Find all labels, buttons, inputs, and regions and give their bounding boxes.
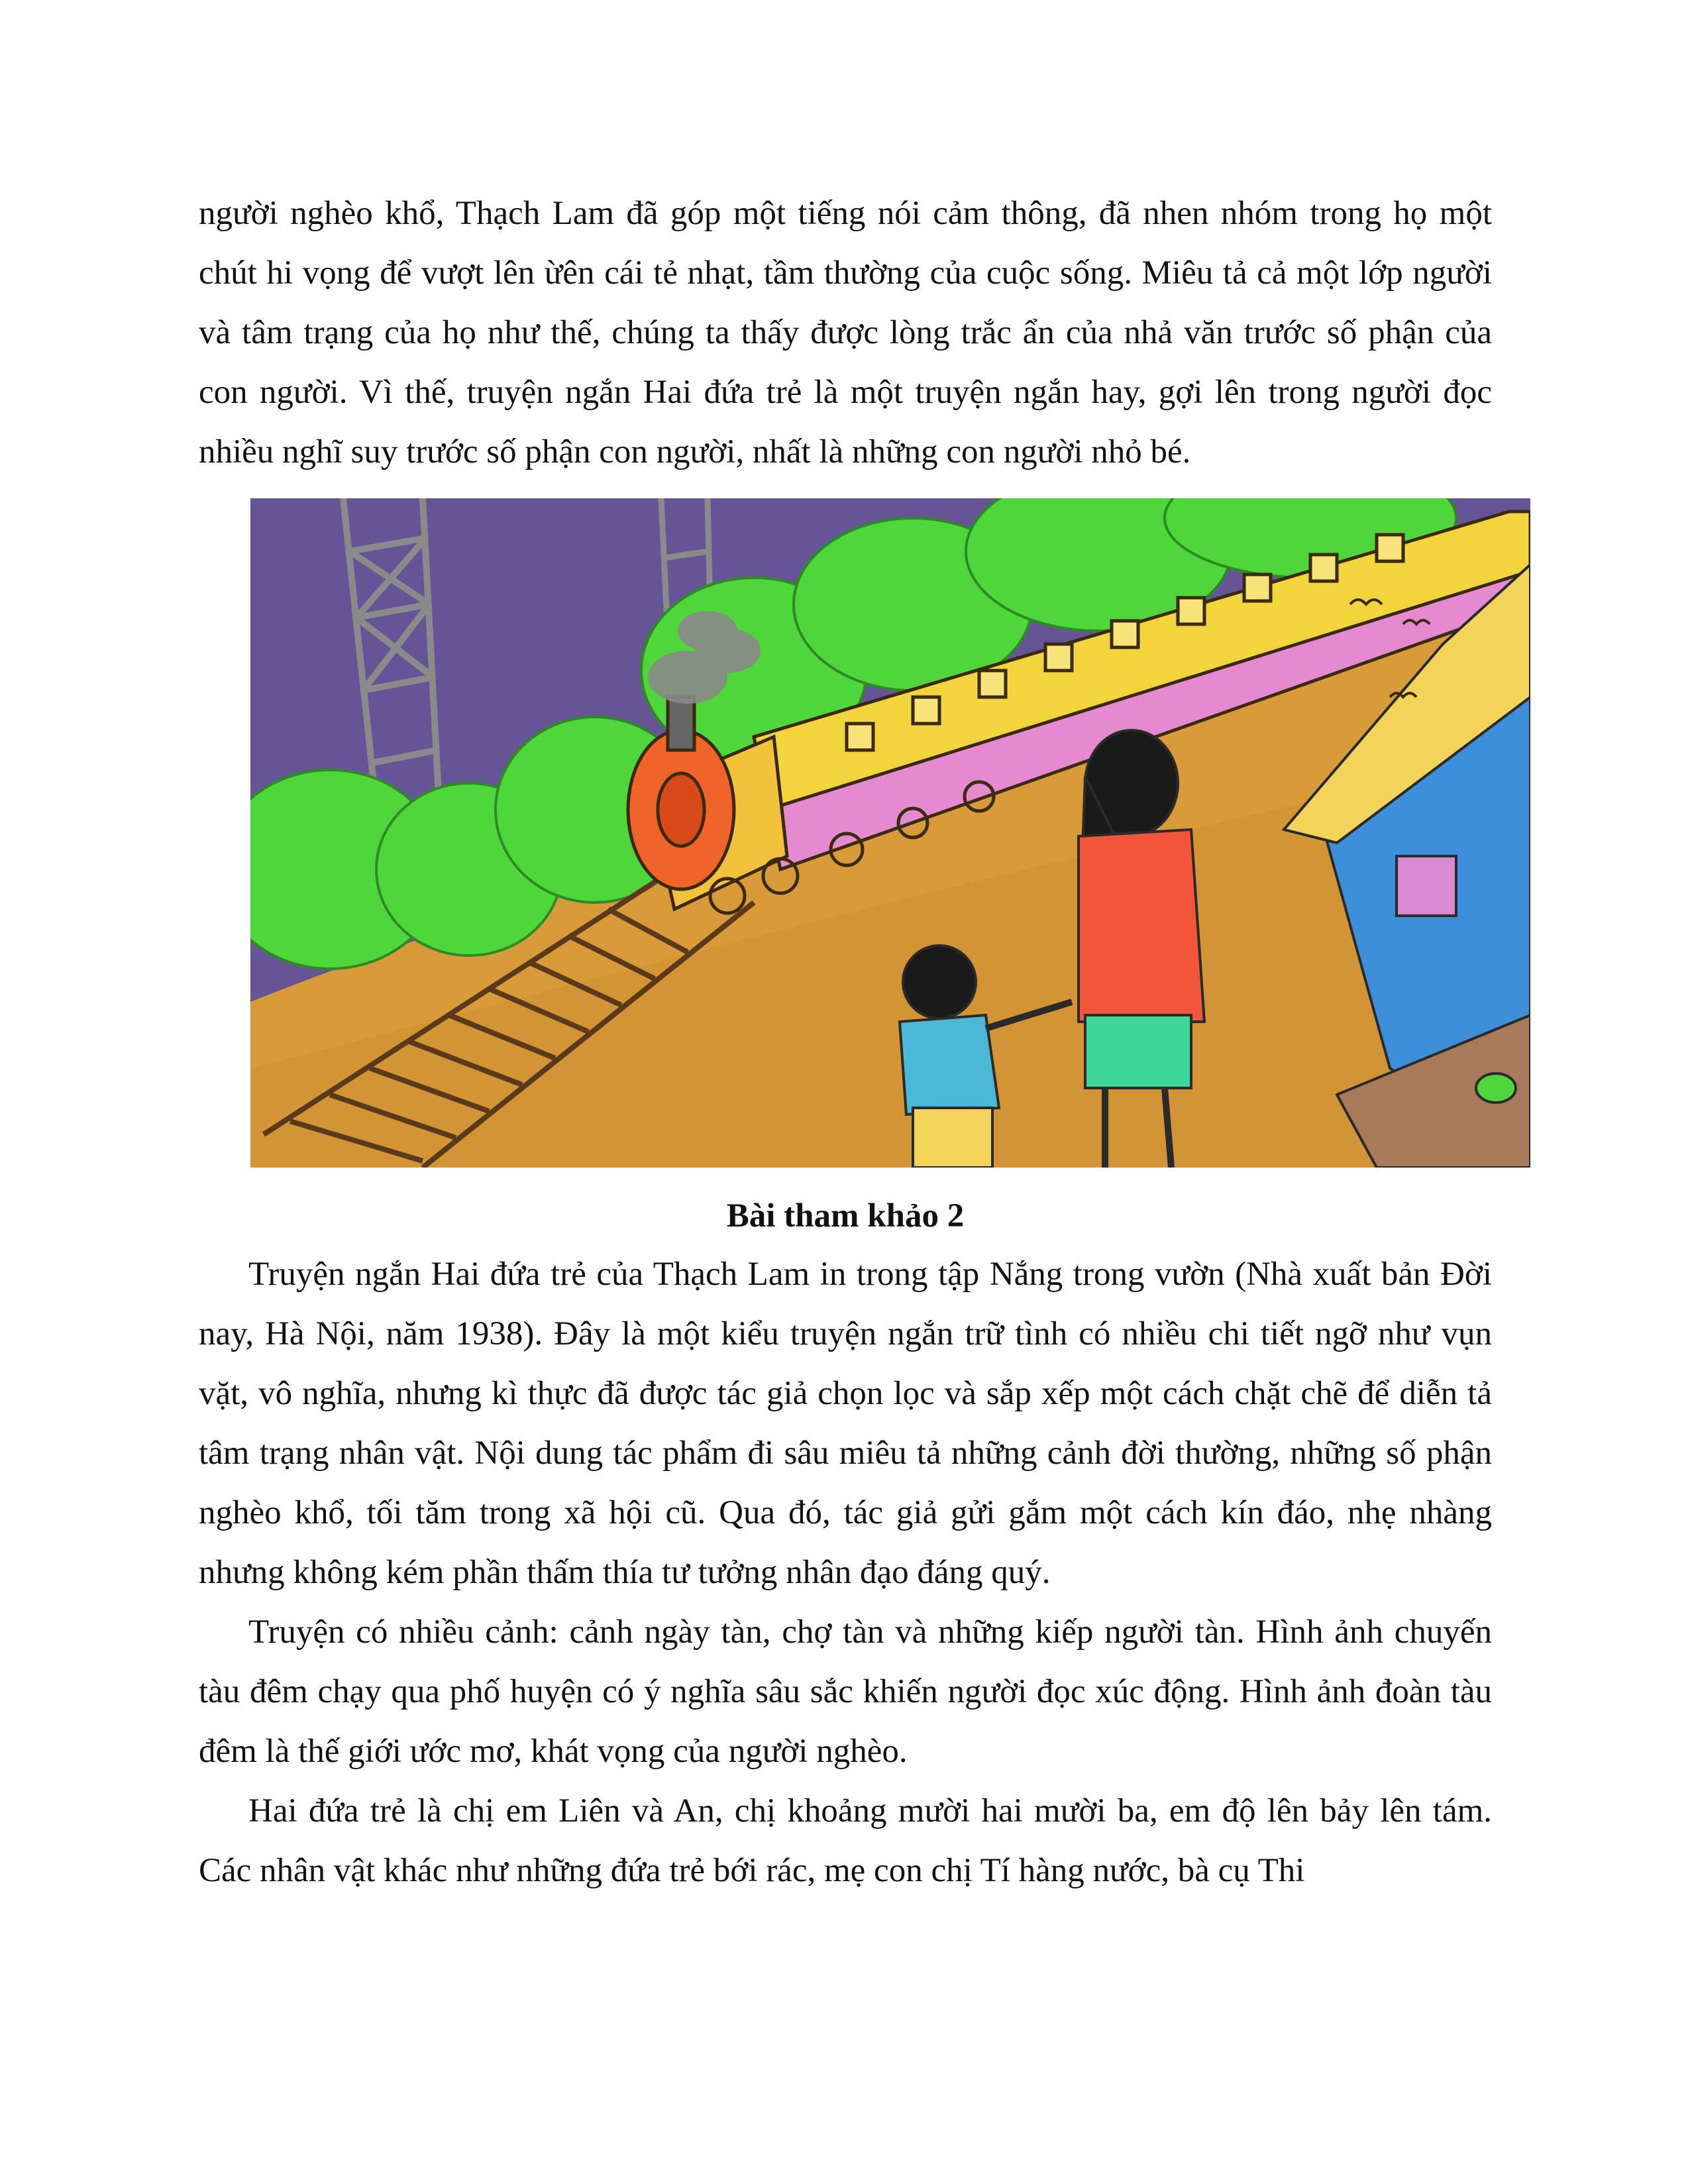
paragraph: Truyện có nhiều cảnh: cảnh ngày tàn, chợ tàn và những kiếp người tàn. Hình ảnh chuyến tàu đêm chạy qua phố huyện có ý nghĩa sâu sắc khiến người đọc xúc động. Hình ảnh đoàn tàu đêm là thế giới ước mơ, khát vọng của người nghèo. bbox=[199, 1613, 1492, 1770]
top-paragraph-block bbox=[199, 184, 1492, 482]
paragraph: Hai đứa trẻ là chị em Liên và An, chị khoảng mười hai mười ba, em độ lên bảy lên tám. Các nhân vật khác như những đứa trẻ bới rác, mẹ con chị Tí hàng nước, bà cụ Thi bbox=[199, 1792, 1492, 1889]
illustration-two-children-train bbox=[250, 498, 1530, 1168]
paragraph: người nghèo khổ, Thạch Lam đã góp một tiếng nói cảm thông, đã nhen nhóm trong họ một chút hi vọng để vượt lên ừên cái tẻ nhạt, tầm thường của cuộc sống. Miêu tả cả một lớp người và tâm trạng của họ như thế, chúng ta thấy được lòng trắc ẩn của nhả văn trước số phận của con người. Vì thế, truyện ngắn Hai đứa trẻ là một truyện ngắn hay, gợi lên trong người đọc nhiều nghĩ suy trước số phận con người, nhất là những con người nhỏ bé. bbox=[199, 195, 1492, 470]
body-text-block bbox=[199, 1244, 1492, 1900]
paragraph: Truyện ngắn Hai đứa trẻ của Thạch Lam in trong tập Nắng trong vườn (Nhà xuất bản Đời nay, Hà Nội, năm 1938). Đây là một kiểu truyện ngắn trữ tình có nhiều chi tiết ngỡ như vụn vặt, vô nghĩa, nhưng kì thực đã được tác giả chọn lọc và sắp xếp một cách chặt chẽ để diễn tả tâm trạng nhân vật. Nội dung tác phẩm đi sâu miêu tả những cảnh đời thường, những số phận nghèo khổ, tối tăm trong xã hội cũ. Qua đó, tác giả gửi gắm một cách kín đáo, nhẹ nhàng nhưng không kém phần thấm thía tư tưởng nhân đạo đáng quý. bbox=[199, 1256, 1492, 1591]
section-title: Bài tham khảo 2 bbox=[726, 1197, 965, 1234]
